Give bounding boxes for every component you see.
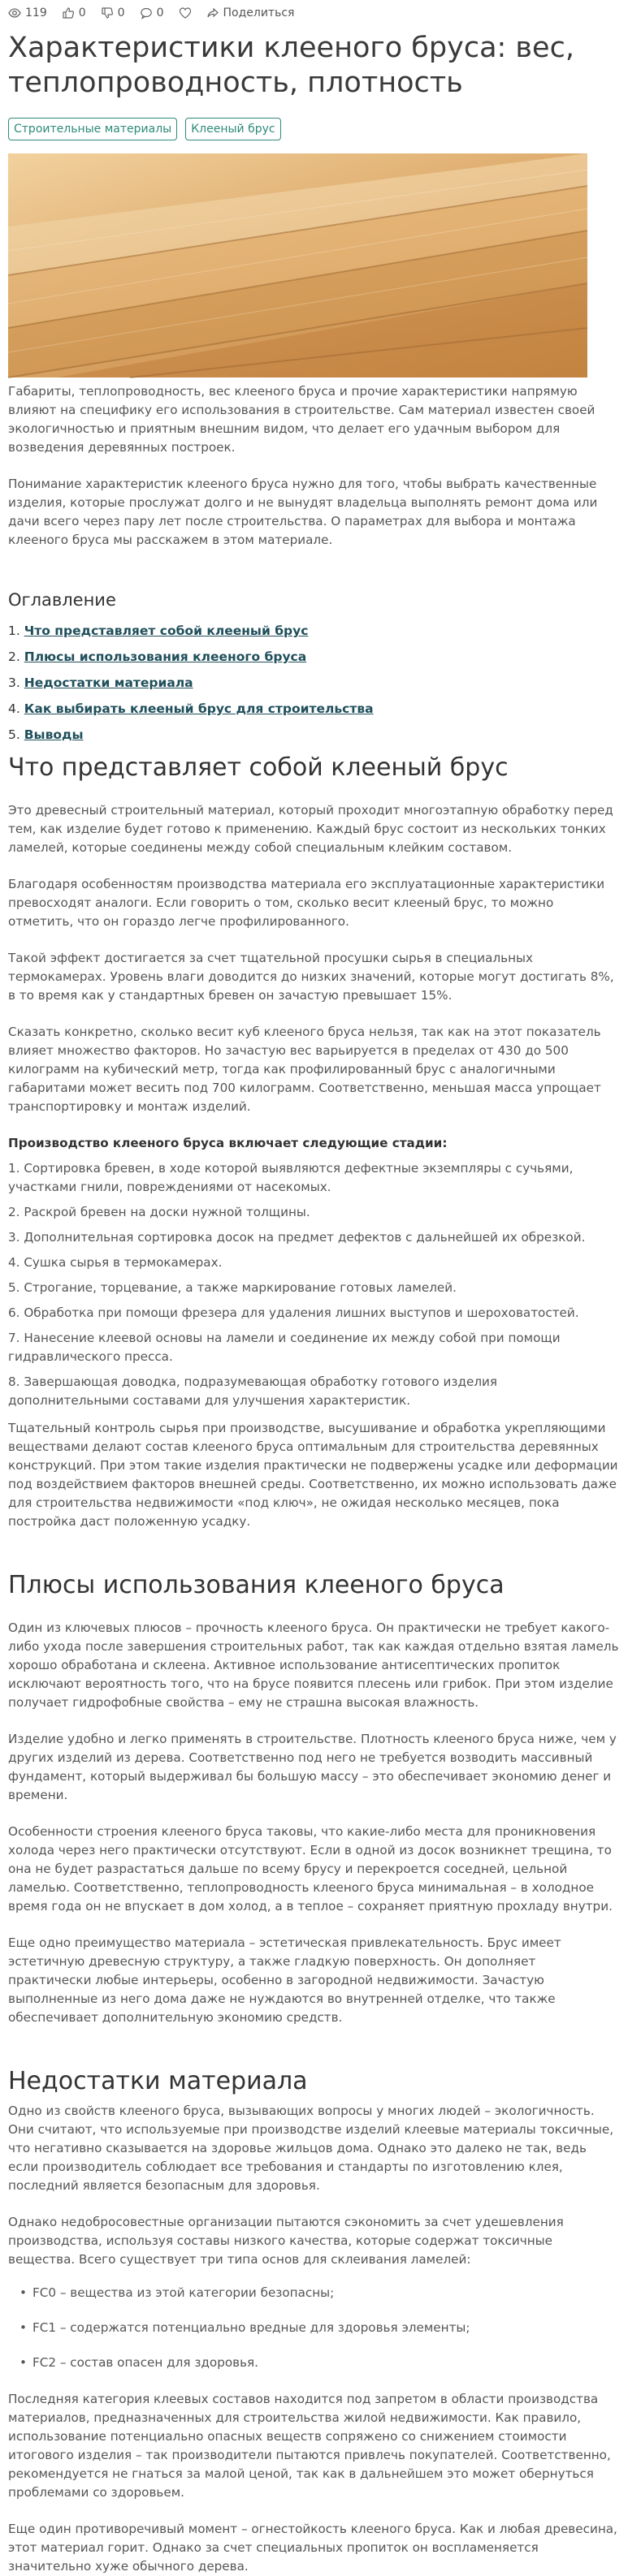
tag-glued-beam[interactable]: Клееный брус xyxy=(185,118,280,140)
paragraph: Тщательный контроль сырья при производстве, высушивание и обработка укрепляющими веществами делают состав клееного бруса оптимальным для строительства деревянных конструкций. При этом такие изделия практически не подвержены усадке или деформации под воздействием факторов внешней среды. Соответственно, их можно использовать даже для строительства недвижимости «под ключ», не ожидая несколько месяцев, пока постройка даст положенную усадку. xyxy=(8,1421,618,1529)
toc-link-pros[interactable]: Плюсы использования клееного бруса xyxy=(24,649,307,664)
table-of-contents xyxy=(8,618,620,748)
paragraph: Такой эффект достигается за счет тщательной просушки сырья в специальных термокамерах. Уровень влаги доводится до низких значений, которые могут достигать 8%, в то время как у стандартных бревен он зачастую превышает 15%. xyxy=(8,951,614,1003)
section-heading-what-is: Что представляет собой клееный брус xyxy=(8,753,509,782)
likes-count: 0 xyxy=(78,6,86,19)
toc-item: 1. Что представляет собой клееный брус xyxy=(8,624,309,638)
toc-link-cons[interactable]: Недостатки материала xyxy=(24,675,193,690)
paragraph: Один из ключевых плюсов – прочность клееного бруса. Он практически не требует какого-либо ухода после завершения строительных работ, так как каждая отдельно взятая ламель хорошо обработана и склеена. Активное использование антисептических пропиток исключают вероятность того, что на брусе появится плесень или грибок. При этом изделие получает гидрофобные свойства – ему не страшна высокая влажность. xyxy=(8,1620,619,1710)
toc-link-what-is[interactable]: Что представляет собой клееный брус xyxy=(24,624,309,638)
glue-types-list xyxy=(8,2284,620,2372)
comment-icon xyxy=(140,6,153,19)
intro-paragraph: Габариты, теплопроводность, вес клееного бруса и прочие характеристики напрямую влияют на специфику его использования в строительстве. Сам материал известен своей экологичностью и приятным внешним видом, что делает его удачным выбором для возведения деревянных построек. xyxy=(8,384,596,455)
eye-icon xyxy=(8,6,21,19)
paragraph: Еще одно преимущество материала – эстетическая привлекательность. Брус имеет эстетичную древесную структуру, а также гладкую поверхность. Он дополняет практически любые интерьеры, особенно в загородной недвижимости. Зачастую выполненные из него дома даже не нуждаются во внутренней отделке, что также обеспечивает дополнительную экономию средств. xyxy=(8,1935,561,2025)
favorite-button[interactable] xyxy=(179,6,192,19)
share-label: Поделиться xyxy=(223,6,295,19)
toc-link-how-to-choose[interactable]: Как выбирать клееный брус для строительства xyxy=(24,701,374,716)
list-item: 7. Нанесение клеевой основы на ламели и соединение их между собой при помощи гидравлического пресса. xyxy=(8,1331,561,1364)
share-arrow-icon xyxy=(206,6,219,19)
paragraph: Изделие удобно и легко применять в строительстве. Плотность клееного бруса ниже, чем у других изделий из дерева. Соответственно под него не требуется возводить массивный фундамент, который выдерживал бы большую массу – это обеспечивает экономию денег и времени. xyxy=(8,1732,617,1802)
like-button[interactable] xyxy=(62,6,86,19)
paragraph: Особенности строения клееного бруса таковы, что какие-либо места для проникновения холода через него практически отсутствуют. Если в одной из досок возникнет трещина, то она не будет разрастаться дальше по всему брусу и перекроется соседней, цельной ламелью. Соответственно, теплопроводность клееного бруса минимальная – в холодное время года он не впускает в дом холод, а в теплое – сохраняет приятную прохладу внутри. xyxy=(8,1824,613,1914)
list-item: • FC0 – вещества из этой категории безопасны; xyxy=(8,2284,620,2302)
comments-button[interactable] xyxy=(140,6,164,19)
production-steps-list xyxy=(8,1159,620,1410)
list-item: 1. Сортировка бревен, в ходе которой выявляются дефектные экземпляры с сучьями, участками гнили, повреждениями от насекомых. xyxy=(8,1161,574,1194)
list-item: 3. Дополнительная сортировка досок на предмет дефектов с дальнейшей их обрезкой. xyxy=(8,1230,586,1245)
list-item: 6. Обработка при помощи фрезера для удаления лишних выступов и шероховатостей. xyxy=(8,1305,579,1320)
hero-image xyxy=(8,153,587,378)
article-stats-bar xyxy=(8,0,620,24)
paragraph: Одно из свойств клееного бруса, вызывающих вопросы у многих людей – экологичность. Они считают, что используемые при производстве изделий клеевые материалы токсичные, что негативно сказывается на здоровье жильцов дома. Однако это далеко не так, ведь если производитель соблюдает все требования и стандарты по изготовлению клея, последний является безопасным для здоровья. xyxy=(8,2104,614,2193)
article-title: Характеристики клееного бруса: вес, теплопроводность, плотность xyxy=(8,32,574,99)
toc-link-conclusions[interactable]: Выводы xyxy=(24,727,84,742)
paragraph: Это древесный строительный материал, который проходит многоэтапную обработку перед тем, как изделие будет готово к применению. Каждый брус состоит из нескольких тонких ламелей, которые соединены между собой специальным клейким составом. xyxy=(8,803,613,855)
intro-paragraph: Понимание характеристик клееного бруса нужно для того, чтобы выбрать качественные изделия, которые прослужат долго и не вынудят владельца выполнять ремонт дома или дачи всего через пару лет после строительства. О параметрах для выбора и монтажа клееного бруса мы расскажем в этом материале. xyxy=(8,477,598,547)
comments-count: 0 xyxy=(156,6,164,19)
tag-building-materials[interactable]: Строительные материалы xyxy=(8,118,177,140)
toc-item: 4. Как выбирать клееный брус для строительства xyxy=(8,701,374,716)
list-item: 5. Строгание, торцевание, а также маркирование готовых ламелей. xyxy=(8,1280,457,1295)
list-item: • FC2 – состав опасен для здоровья. xyxy=(8,2354,620,2372)
list-item: 2. Раскрой бревен на доски нужной толщины. xyxy=(8,1205,310,1219)
paragraph: Еще один противоречивый момент – огнестойкость клееного бруса. Как и любая древесина, этот материал горит. Однако за счет специальных пропиток он воспламеняется значительно хуже обычного дерева. xyxy=(8,2522,617,2574)
views-counter xyxy=(8,6,47,19)
paragraph: Однако недобросовестные организации пытаются сэкономить за счет удешевления производства, используя составы низкого качества, которые содержат токсичные вещества. Всего существует три типа основ для склеивания ламелей: xyxy=(8,2215,564,2267)
paragraph: Благодаря особенностям производства материала его эксплуатационные характеристики превосходят аналоги. Если говорить о том, сколько весит клееный брус, то можно отметить, что он гораздо легче профилированного. xyxy=(8,877,605,929)
toc-item: 5. Выводы xyxy=(8,727,84,742)
steps-title: Производство клееного бруса включает следующие стадии: xyxy=(8,1136,448,1150)
thumbs-down-icon xyxy=(101,6,114,19)
dislike-button[interactable] xyxy=(101,6,125,19)
section-heading-cons: Недостатки материала xyxy=(8,2067,308,2095)
list-item: 8. Завершающая доводка, подразумевающая обработку готового изделия дополнительными составами для улучшения характеристик. xyxy=(8,1374,498,1408)
thumbs-up-icon xyxy=(62,6,75,19)
glued-beams-photo xyxy=(8,153,587,378)
dislikes-count: 0 xyxy=(117,6,125,19)
article-tags xyxy=(8,118,620,140)
heart-icon xyxy=(179,6,192,19)
toc-title: Оглавление xyxy=(8,590,116,610)
views-count: 119 xyxy=(25,6,47,19)
toc-item: 3. Недостатки материала xyxy=(8,675,193,690)
paragraph: Последняя категория клеевых составов находится под запретом в области производства материалов, предназначенных для строительства жилой недвижимости. Как правило, использование потенциально опасных веществ сопряжено со снижением стоимости итогового изделия – так производители пытаются привлечь покупателей. Соответственно, рекомендуется не гнаться за малой ценой, так как в дальнейшем это может обернуться проблемами со здоровьем. xyxy=(8,2392,611,2500)
toc-item: 2. Плюсы использования клееного бруса xyxy=(8,649,307,664)
section-heading-pros: Плюсы использования клееного бруса xyxy=(8,1571,505,1599)
list-item: • FC1 – содержатся потенциально вредные для здоровья элементы; xyxy=(8,2319,620,2337)
paragraph: Сказать конкретно, сколько весит куб клееного бруса нельзя, так как на этот показатель влияет множество факторов. Но зачастую вес варьируется в пределах от 430 до 500 килограмм на кубический метр, тогда как профилированный брус с аналогичными габаритами может весить под 700 килограмм. Соответственно, меньшая масса упрощает транспортировку и монтаж изделий. xyxy=(8,1025,601,1114)
share-button[interactable] xyxy=(206,6,295,19)
list-item: 4. Сушка сырья в термокамерах. xyxy=(8,1255,223,1270)
